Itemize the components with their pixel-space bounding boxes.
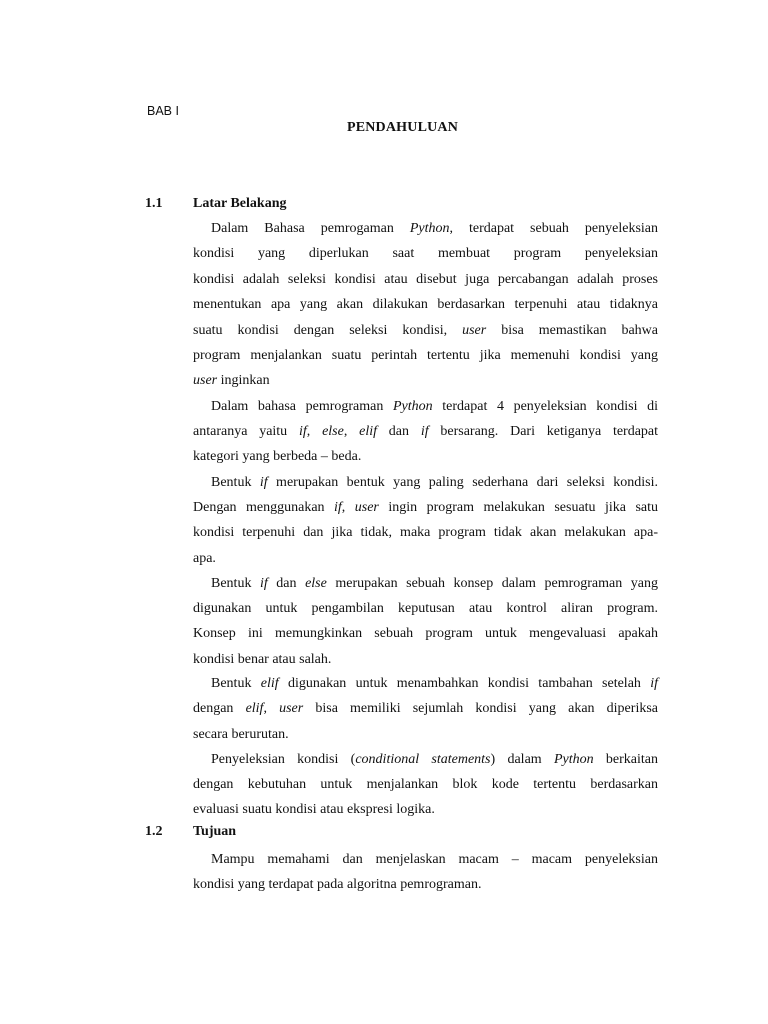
page-title: PENDAHULUAN <box>346 120 459 135</box>
text-run: secara berurutan. <box>193 726 289 742</box>
text-run: Bentuk <box>211 575 260 591</box>
text-run: kondisi yang diperlukan saat membuat program penyeleksian <box>193 246 658 262</box>
text-run: berkaitan <box>593 751 658 767</box>
text-line <box>193 747 658 772</box>
text-line <box>193 419 658 444</box>
text-run: program menjalankan suatu perintah tertentu jika memenuhi kondisi yang <box>193 347 658 363</box>
text-run: kondisi benar atau salah. <box>193 651 332 667</box>
text-line <box>193 241 658 266</box>
italic-text: user <box>462 322 487 338</box>
text-run: bisa memiliki sejumlah kondisi yang akan diperiksa <box>303 701 658 717</box>
section-title: Tujuan <box>193 824 237 839</box>
text-run: merupakan sebuah konsep dalam pemrograman yang <box>326 575 658 591</box>
paragraph <box>193 394 658 470</box>
italic-text: elif <box>260 676 279 691</box>
text-line <box>193 647 658 672</box>
text-run: bisa memastikan bahwa <box>486 322 658 338</box>
paragraph <box>193 847 658 898</box>
text-run: merupakan bentuk yang paling sederhana dari seleksi kondisi. <box>267 474 658 490</box>
italic-text: elif <box>359 423 378 439</box>
italic-text: user <box>354 499 379 515</box>
italic-text: if <box>650 676 658 691</box>
text-run: terdapat 4 penyeleksian kondisi di <box>432 398 658 414</box>
text-line <box>193 847 658 872</box>
paragraph <box>193 571 658 673</box>
italic-text: if <box>259 474 268 490</box>
text-run: dengan <box>193 701 246 717</box>
italic-text: conditional statements <box>355 751 491 767</box>
section-number: 1.1 <box>145 196 163 211</box>
italic-text: Python <box>553 751 594 767</box>
text-run: kondisi yang terdapat pada algoritna pemrograman. <box>193 876 482 892</box>
text-run: ) dalam <box>490 751 554 767</box>
text-run: Dengan menggunakan <box>193 499 334 515</box>
text-run: Bentuk <box>211 676 261 691</box>
text-line <box>193 216 658 241</box>
text-run: , <box>341 499 355 515</box>
section-title: Latar Belakang <box>193 196 287 211</box>
text-run: kategori yang berbeda – beda. <box>193 449 362 465</box>
italic-text: else <box>322 423 344 439</box>
text-run: antaranya yaitu <box>193 423 299 439</box>
text-line <box>193 444 658 469</box>
text-line <box>193 520 658 545</box>
text-run: evaluasi suatu kondisi atau ekspresi logika. <box>193 802 435 818</box>
text-line <box>193 318 658 343</box>
text-line <box>193 596 658 621</box>
italic-text: if <box>420 423 429 439</box>
italic-text: Python <box>409 221 450 236</box>
italic-text: else <box>305 575 327 591</box>
text-run: Penyeleksian kondisi ( <box>211 751 356 767</box>
italic-text: if <box>298 423 307 439</box>
text-run: Bentuk <box>211 474 260 490</box>
text-line <box>193 470 658 495</box>
paragraph <box>193 216 658 394</box>
text-run: , <box>306 423 323 439</box>
text-line <box>193 696 658 721</box>
text-run: menentukan apa yang akan dilakukan berdasarkan terpenuhi atau tidaknya <box>193 297 658 313</box>
text-line <box>193 872 658 897</box>
text-run: , <box>263 701 280 717</box>
text-run: kondisi adalah seleksi kondisi atau disebut juga percabangan adalah proses <box>193 271 658 287</box>
text-line <box>193 343 658 368</box>
italic-text: user <box>279 701 304 717</box>
text-line <box>193 797 658 822</box>
text-run: bersarang. Dari ketiganya terdapat <box>428 423 659 439</box>
paragraph <box>193 671 658 747</box>
paragraph <box>193 470 658 572</box>
paragraph <box>193 747 658 823</box>
italic-text: elif <box>245 701 264 717</box>
text-run: kondisi terpenuhi dan jika tidak, maka program tidak akan melakukan apa- <box>193 525 658 541</box>
section-number: 1.2 <box>145 824 163 839</box>
text-run: suatu kondisi dengan seleksi kondisi, <box>193 322 463 338</box>
text-run: apa. <box>193 550 216 566</box>
italic-text: Python <box>393 398 433 414</box>
section-heading <box>145 193 286 215</box>
text-line <box>193 267 658 292</box>
text-run: dan <box>267 575 306 591</box>
text-line <box>193 546 658 571</box>
chapter-label: BAB I <box>147 104 179 118</box>
text-run: Konsep ini memungkinkan sebuah program untuk mengevaluasi apakah <box>193 626 658 642</box>
text-run: dengan kebutuhan untuk menjalankan blok kode tertentu berdasarkan <box>193 776 658 792</box>
text-line <box>193 394 658 419</box>
italic-text: if <box>259 575 268 591</box>
text-line <box>193 368 658 393</box>
text-line <box>193 571 658 596</box>
text-run: digunakan untuk menambahkan kondisi tambahan setelah <box>278 676 651 691</box>
text-run: inginkan <box>217 373 270 389</box>
text-run: dan <box>377 423 421 439</box>
italic-text: if <box>334 499 342 515</box>
text-run: Dalam Bahasa pemrogaman <box>211 221 410 236</box>
text-line <box>193 495 658 520</box>
text-line <box>193 292 658 317</box>
text-line <box>193 671 658 696</box>
section-heading <box>145 821 236 843</box>
italic-text: user <box>193 373 218 389</box>
text-line <box>193 621 658 646</box>
text-run: , terdapat sebuah penyeleksian <box>449 221 658 236</box>
text-line <box>193 772 658 797</box>
text-run: digunakan untuk pengambilan keputusan atau kontrol aliran program. <box>193 600 658 616</box>
text-run: Mampu memahami dan menjelaskan macam – macam penyeleksian <box>211 851 658 867</box>
text-run: Dalam bahasa pemrograman <box>211 398 393 414</box>
text-run: , <box>343 423 360 439</box>
text-line <box>193 722 658 747</box>
text-run: ingin program melakukan sesuatu jika satu <box>378 499 659 515</box>
